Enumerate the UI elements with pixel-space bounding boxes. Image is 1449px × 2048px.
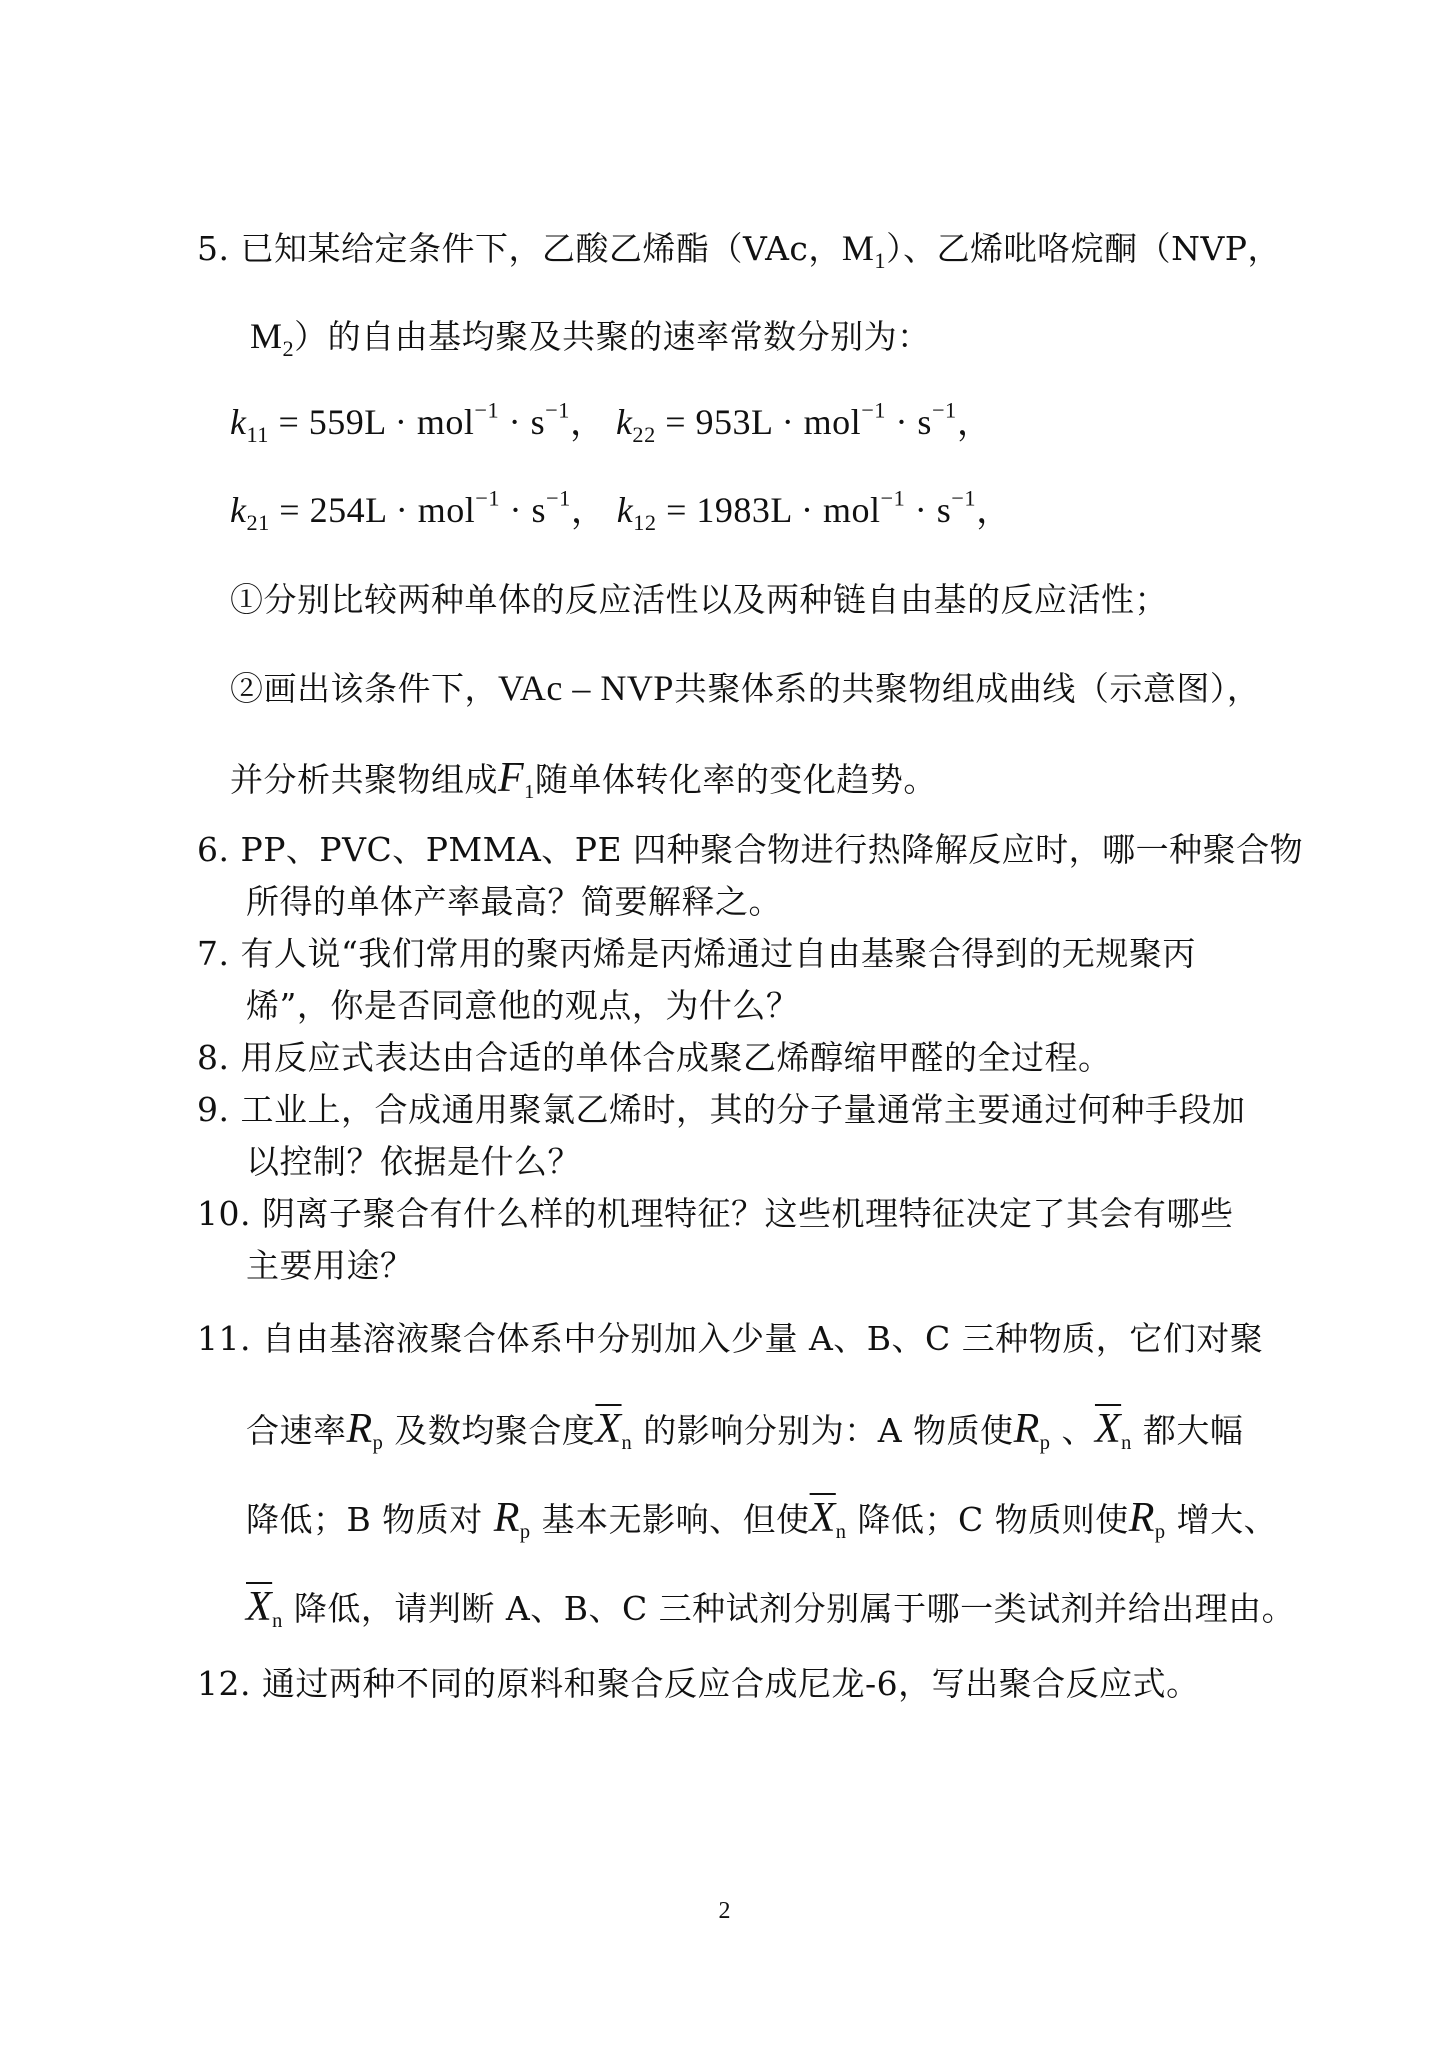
q9-line-1: 9. 工业上，合成通用聚氯乙烯时，其的分子量通常主要通过何种手段加	[197, 1090, 1246, 1129]
q6-line-1: 6. PP、PVC、PMMA、PE 四种聚合物进行热降解反应时，哪一种聚合物	[197, 830, 1304, 869]
q7-line-1: 7. 有人说“我们常用的聚丙烯是丙烯通过自由基聚合得到的无规聚丙	[197, 934, 1196, 973]
q11-line-2: 合速率$R_p$ 及数均聚合度$\overline{X}_n$ 的影响分别为：A 物质使$R_p$ 、$\overline{X}_n$ 都大幅	[246, 1406, 1244, 1455]
q8-line-1: 8. 用反应式表达由合适的单体合成聚乙烯醇缩甲醛的全过程。	[197, 1038, 1112, 1077]
q5-line-1: 5. 已知某给定条件下，乙酸乙烯酯（VAc，$M_1$）、乙烯吡咯烷酮（NVP，	[197, 228, 1281, 273]
q10-line-1: 10. 阴离子聚合有什么样的机理特征？这些机理特征决定了其会有哪些	[197, 1194, 1234, 1233]
q9-line-2: 以控制？依据是什么？	[246, 1142, 581, 1181]
q11-line-1: 11. 自由基溶液聚合体系中分别加入少量 A、B、C 三种物质，它们对聚	[197, 1319, 1264, 1358]
q11-line-4: $\overline{X}_n$ 降低，请判断 A、B、C 三种试剂分别属于哪一类试剂并给出理由。	[246, 1584, 1296, 1633]
q12-line-1: 12. 通过两种不同的原料和聚合反应合成尼龙-6，写出聚合反应式。	[197, 1664, 1200, 1703]
q5-item-2: ②画出该条件下，VAc – NVP共聚体系的共聚物组成曲线（示意图），	[230, 668, 1261, 708]
q10-line-2: 主要用途？	[246, 1246, 414, 1285]
q5-rate-constants-2: $k_{21} = 254L \cdot mol^{-1} \cdot s^{-1}$， $k_{12} = 1983L \cdot mol^{-1} \cdot s^{-1}$，	[230, 485, 1013, 535]
q5-number: 5.	[197, 229, 230, 268]
q5-line-2: $M_2$）的自由基均聚及共聚的速率常数分别为：	[250, 316, 931, 361]
page-number: 2	[718, 1898, 731, 1924]
q5-item-3: 并分析共聚物组成$F_1$随单体转化率的变化趋势。	[230, 755, 937, 804]
q5-item-1: ①分别比较两种单体的反应活性以及两种链自由基的反应活性；	[230, 580, 1168, 619]
q5-rate-constants-1: $k_{11} = 559L \cdot mol^{-1} \cdot s^{-1}$， $k_{22} = 953L \cdot mol^{-1} \cdot s^{-1}$，	[230, 397, 994, 447]
q11-line-3: 降低；B 物质对 $R_p$ 基本无影响、但使$\overline{X}_n$ 降低；C 物质则使$R_p$ 增大、	[246, 1495, 1278, 1544]
q7-line-2: 烯”，你是否同意他的观点，为什么？	[246, 986, 800, 1025]
q6-line-2: 所得的单体产率最高？简要解释之。	[246, 882, 782, 921]
